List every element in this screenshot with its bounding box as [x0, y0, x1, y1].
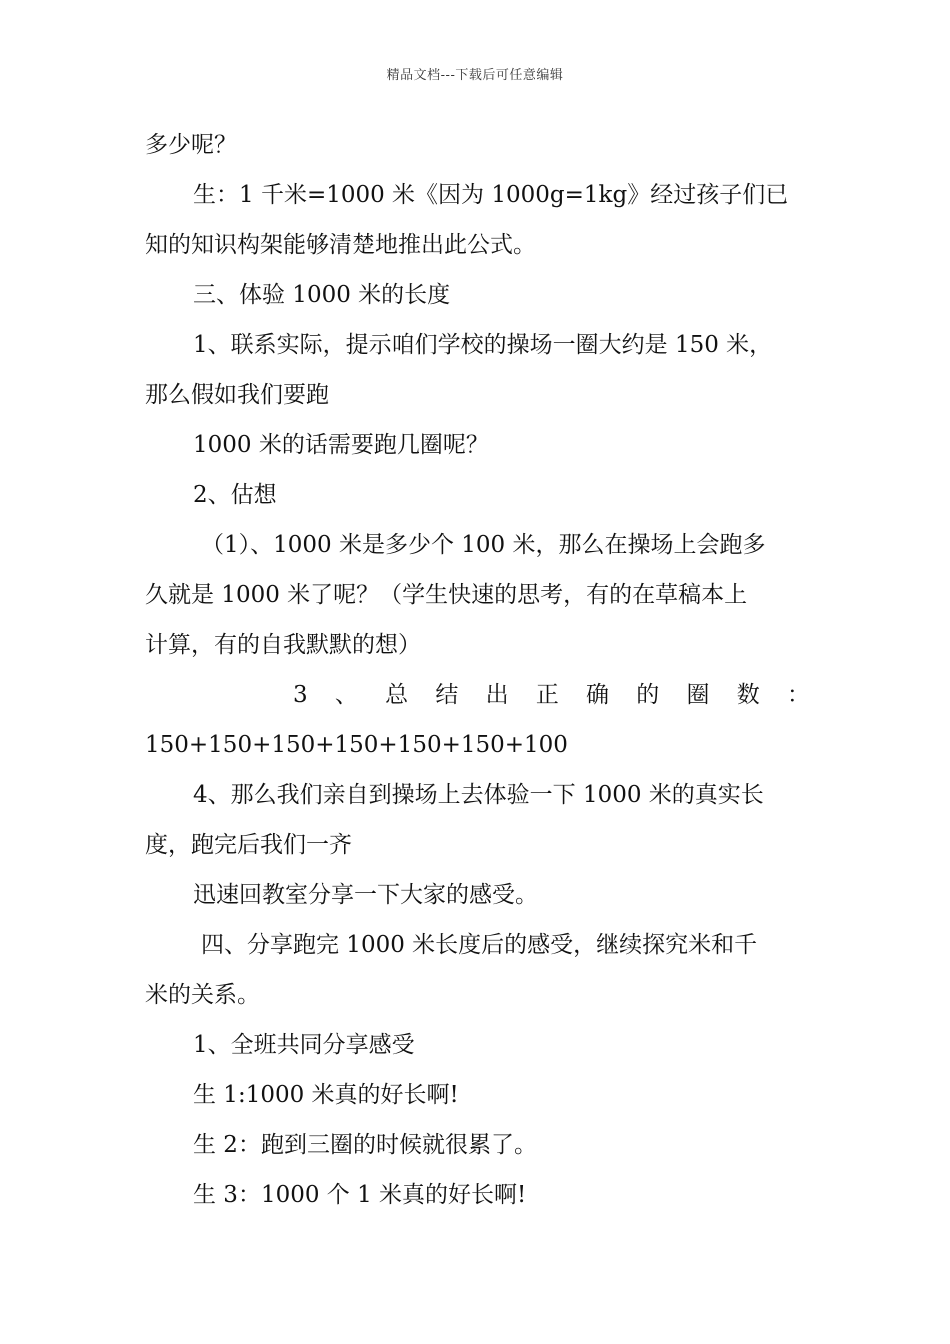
justified-char: 总	[385, 682, 409, 708]
section-heading: 四、分享跑完 1000 米长度后的感受，继续探究米和千	[201, 932, 758, 958]
text-line: 米的关系。	[145, 982, 260, 1008]
text-line: 度，跑完后我们一齐	[145, 832, 352, 858]
text-line: 150+150+150+150+150+150+100	[145, 732, 568, 758]
text-line: 多少呢？	[145, 132, 237, 158]
text-line: 久就是 1000 米了呢？（学生快速的思考，有的在草稿本上	[145, 582, 748, 608]
justified-char: 、	[334, 682, 358, 708]
document-body	[145, 120, 810, 1220]
justified-char: 3	[293, 682, 308, 708]
justified-char: 的	[636, 682, 660, 708]
justified-char: 确	[586, 682, 610, 708]
text-line: 1000 米的话需要跑几圈呢？	[193, 432, 489, 458]
text-line: 生 2：跑到三圈的时候就很累了。	[193, 1132, 537, 1158]
text-line: 1、全班共同分享感受	[193, 1032, 415, 1058]
justified-char: 出	[485, 682, 509, 708]
section-heading: 三、体验 1000 米的长度	[193, 282, 451, 308]
text-line: （1）、1000 米是多少个 100 米，那么在操场上会跑多	[201, 532, 766, 558]
text-line: 4、那么我们亲自到操场上去体验一下 1000 米的真实长	[193, 782, 764, 808]
justified-char: ：	[786, 682, 810, 708]
justified-char: 结	[435, 682, 459, 708]
text-line: 生 3：1000 个 1 米真的好长啊!	[193, 1182, 527, 1208]
page-header: 精品文档---下载后可任意编辑	[386, 68, 564, 83]
text-line: 知的知识构架能够清楚地推出此公式。	[145, 232, 536, 258]
justified-char: 数	[736, 682, 760, 708]
text-line: 1、联系实际，提示咱们学校的操场一圈大约是 150 米，	[193, 332, 773, 358]
text-line: 2、估想	[193, 482, 277, 508]
text-line: 生：1 千米=1000 米《因为 1000g=1kg》经过孩子们已	[193, 182, 789, 208]
text-line: 迅速回教室分享一下大家的感受。	[193, 882, 538, 908]
justified-char: 正	[535, 682, 559, 708]
text-line: 那么假如我们要跑	[145, 382, 329, 408]
justified-line	[145, 670, 810, 720]
justified-char: 圈	[686, 682, 710, 708]
text-line: 生 1:1000 米真的好长啊!	[193, 1082, 459, 1108]
text-line: 计算，有的自我默默的想）	[145, 632, 421, 658]
